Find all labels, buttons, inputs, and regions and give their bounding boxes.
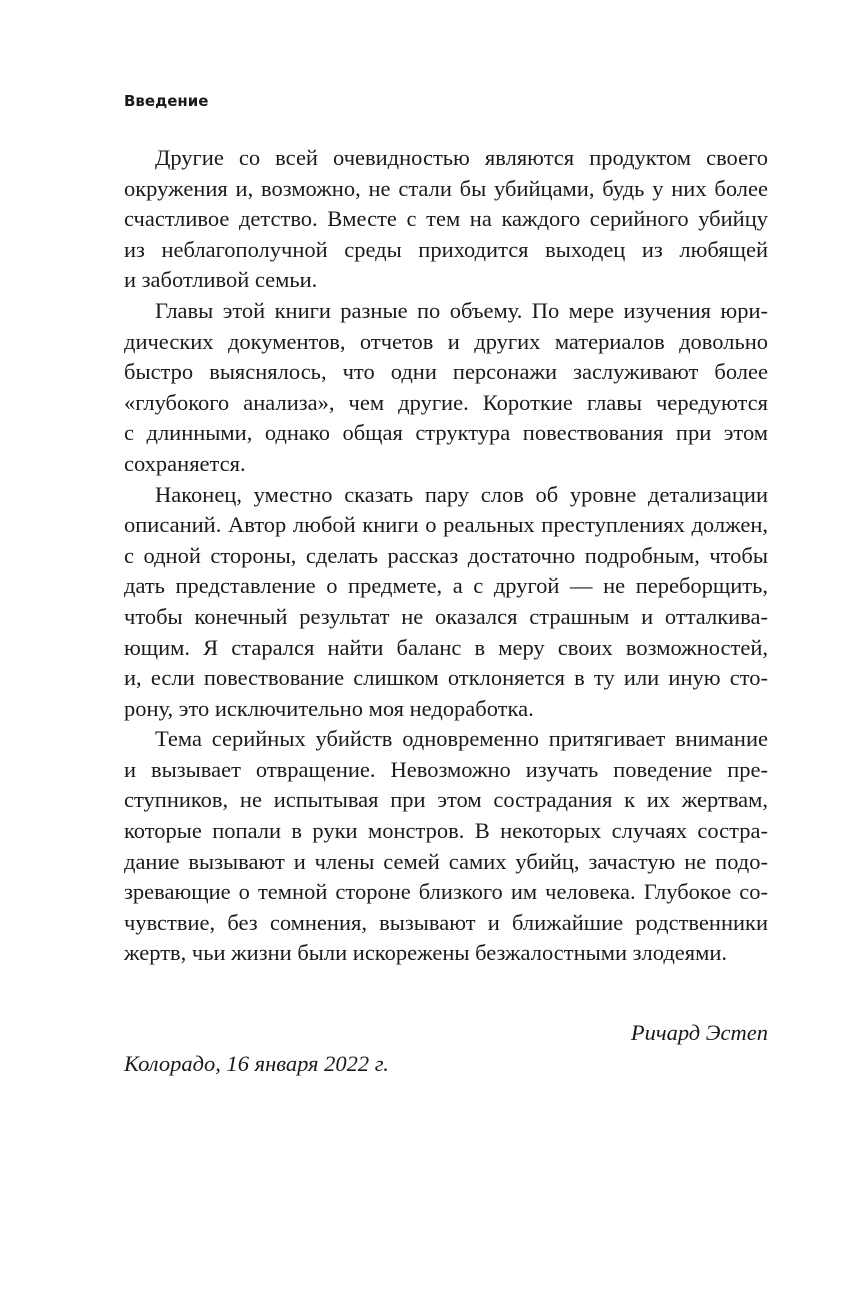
text-line: с одной стороны, сделать рассказ достаточно подробным, чтобы xyxy=(124,542,768,568)
text-line: которые попали в руки монстров. В некоторых случаях состра- xyxy=(124,818,768,844)
text-line: зревающие о темной стороне близкого им человека. Глубокое со- xyxy=(124,879,768,905)
text-line: чтобы конечный результат не оказался страшным и отталкива- xyxy=(124,603,768,629)
text-line: жертв, чьи жизни были искорежены безжалостными злодеями. xyxy=(124,940,728,966)
text-line: быстро выяснялось, что одни персонажи заслуживают более xyxy=(124,359,768,385)
paragraph xyxy=(124,143,768,296)
text-line: Наконец, уместно сказать пару слов об уровне детализации xyxy=(155,481,768,507)
text-line: рону, это исключительно моя недоработка. xyxy=(124,695,534,721)
text-line: дание вызывают и члены семей самих убийц, зачастую не подо- xyxy=(124,848,768,874)
text-line: описаний. Автор любой книги о реальных преступлениях должен, xyxy=(124,512,768,538)
paragraph xyxy=(124,724,768,969)
text-line: ступников, не испытывая при этом сострадания к их жертвам, xyxy=(124,787,768,813)
text-line: счастливое детство. Вместе с тем на каждого серийного убийцу xyxy=(124,206,768,232)
text-line: сохраняется. xyxy=(124,450,246,476)
text-line: из неблагополучной среды приходится выходец из любящей xyxy=(124,236,768,262)
text-line: дать представление о предмете, а с другой — не переборщить, xyxy=(124,573,768,599)
text-line: дических документов, отчетов и других материалов довольно xyxy=(124,328,768,354)
text-line: и заботливой семьи. xyxy=(124,267,318,293)
text-line: и вызывает отвращение. Невозможно изучать поведение пре- xyxy=(124,756,768,782)
running-head: Введение xyxy=(124,92,209,110)
text-line: Главы этой книги разные по объему. По мере изучения юри- xyxy=(155,297,768,323)
text-line: с длинными, однако общая структура повествования при этом xyxy=(124,420,768,446)
body-text xyxy=(124,143,768,969)
text-line: «глубокого анализа», чем другие. Короткие главы чередуются xyxy=(124,389,768,415)
text-line: Другие со всей очевидностью являются продуктом своего xyxy=(155,145,768,170)
paragraph xyxy=(124,480,768,725)
text-line: чувствие, без сомнения, вызывают и ближайшие родственники xyxy=(124,909,768,935)
text-line: и, если повествование слишком отклоняется в ту или иную сто- xyxy=(124,665,768,691)
text-line: ющим. Я старался найти баланс в меру своих возможностей, xyxy=(124,634,768,660)
paragraph xyxy=(124,296,768,480)
author-signature: Ричард Эстеп xyxy=(630,1020,768,1045)
text-line: окружения и, возможно, не стали бы убийцами, будь у них более xyxy=(124,175,768,201)
text-line: Тема серийных убийств одновременно притягивает внимание xyxy=(155,726,768,752)
place-date: Колорадо, 16 января 2022 г. xyxy=(124,1051,389,1076)
